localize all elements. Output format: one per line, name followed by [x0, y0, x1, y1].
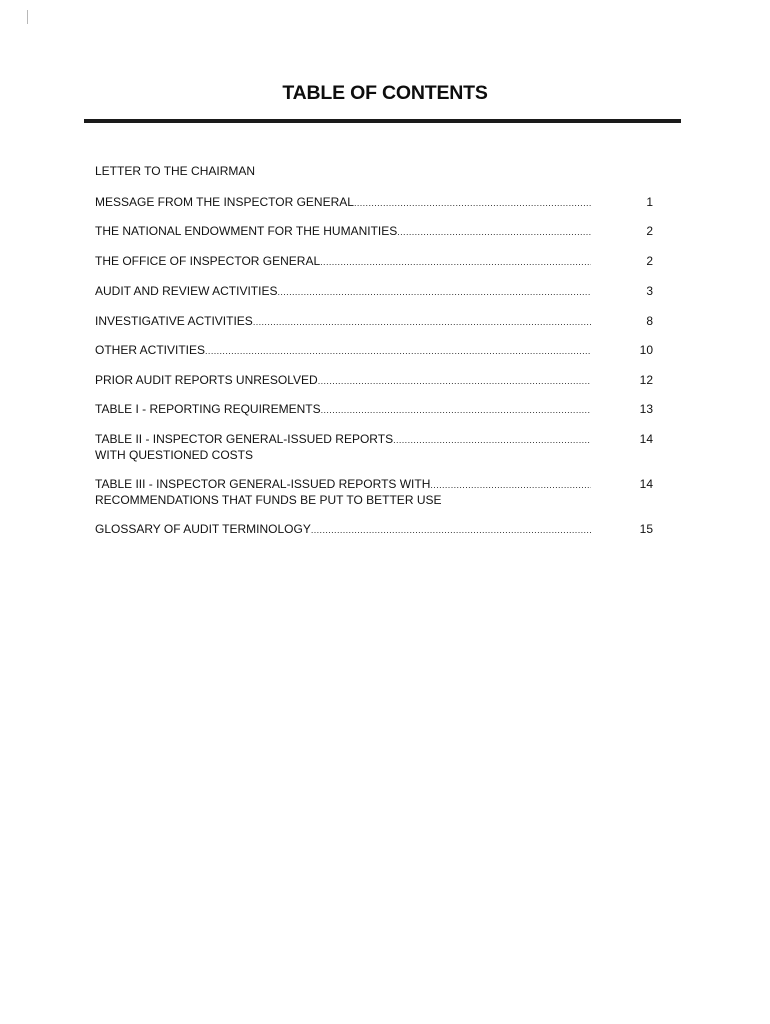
- toc-entry-prior-audit[interactable]: [95, 373, 660, 389]
- toc-page-number: 2: [646, 224, 653, 238]
- toc-page-number: 14: [639, 432, 653, 446]
- toc-entry-message-from-ig[interactable]: [95, 195, 660, 211]
- toc-entry-label: THE OFFICE OF INSPECTOR GENERAL: [95, 254, 321, 268]
- toc-page-number: 2: [646, 254, 653, 268]
- toc-page-number: 8: [646, 314, 653, 328]
- toc-entry-label: TABLE I - REPORTING REQUIREMENTS: [95, 402, 321, 416]
- toc-entry-label: INVESTIGATIVE ACTIVITIES: [95, 314, 253, 328]
- dot-leader: [320, 254, 591, 270]
- toc-entry-label: THE NATIONAL ENDOWMENT FOR THE HUMANITIES: [95, 224, 398, 238]
- toc-entry-label: LETTER TO THE CHAIRMAN: [95, 164, 256, 178]
- toc-entry-other-activities[interactable]: [95, 343, 660, 359]
- page-title: TABLE OF CONTENTS: [282, 82, 488, 104]
- toc-page-number: 1: [646, 195, 653, 209]
- toc-entry-glossary[interactable]: [95, 522, 660, 538]
- dot-leader: [311, 522, 591, 538]
- toc-page-number: 10: [639, 343, 653, 357]
- table-of-contents: [95, 164, 660, 536]
- dot-leader: [354, 195, 591, 211]
- toc-entry-label-continued: RECOMMENDATIONS THAT FUNDS BE PUT TO BETTER USE: [95, 493, 442, 507]
- toc-page-number: 3: [646, 284, 653, 298]
- title-rule: [84, 119, 681, 123]
- toc-entry-label: TABLE III - INSPECTOR GENERAL-ISSUED REPORTS WITH: [95, 477, 431, 491]
- dot-leader: [205, 343, 591, 359]
- toc-entry-investigative[interactable]: [95, 314, 660, 330]
- toc-entry-table-iii[interactable]: [95, 477, 660, 508]
- toc-entry-letter-to-chairman[interactable]: [95, 164, 660, 179]
- toc-entry-table-i[interactable]: [95, 402, 660, 418]
- toc-page-number: 13: [639, 402, 653, 416]
- toc-entry-label: PRIOR AUDIT REPORTS UNRESOLVED: [95, 373, 318, 387]
- toc-page-number: 14: [639, 477, 653, 491]
- corner-mark: [27, 10, 28, 24]
- toc-entry-oig[interactable]: [95, 254, 660, 270]
- toc-entry-neh[interactable]: [95, 224, 660, 240]
- toc-page-number: 12: [639, 373, 653, 387]
- toc-page-number: 15: [639, 522, 653, 536]
- toc-entry-label: MESSAGE FROM THE INSPECTOR GENERAL: [95, 195, 354, 209]
- toc-entry-label: AUDIT AND REVIEW ACTIVITIES: [95, 284, 278, 298]
- dot-leader: [430, 477, 591, 493]
- toc-entry-label: OTHER ACTIVITIES: [95, 343, 206, 357]
- dot-leader: [397, 224, 591, 240]
- toc-entry-label: TABLE II - INSPECTOR GENERAL-ISSUED REPORTS: [95, 432, 394, 446]
- dot-leader: [253, 314, 591, 330]
- toc-entry-label: GLOSSARY OF AUDIT TERMINOLOGY: [95, 522, 311, 536]
- dot-leader: [318, 373, 591, 389]
- dot-leader: [277, 284, 591, 300]
- dot-leader: [321, 402, 591, 418]
- dot-leader: [393, 432, 591, 448]
- toc-entry-audit-review[interactable]: [95, 284, 660, 300]
- toc-entry-label-continued: WITH QUESTIONED COSTS: [95, 448, 254, 462]
- toc-entry-table-ii[interactable]: [95, 432, 660, 463]
